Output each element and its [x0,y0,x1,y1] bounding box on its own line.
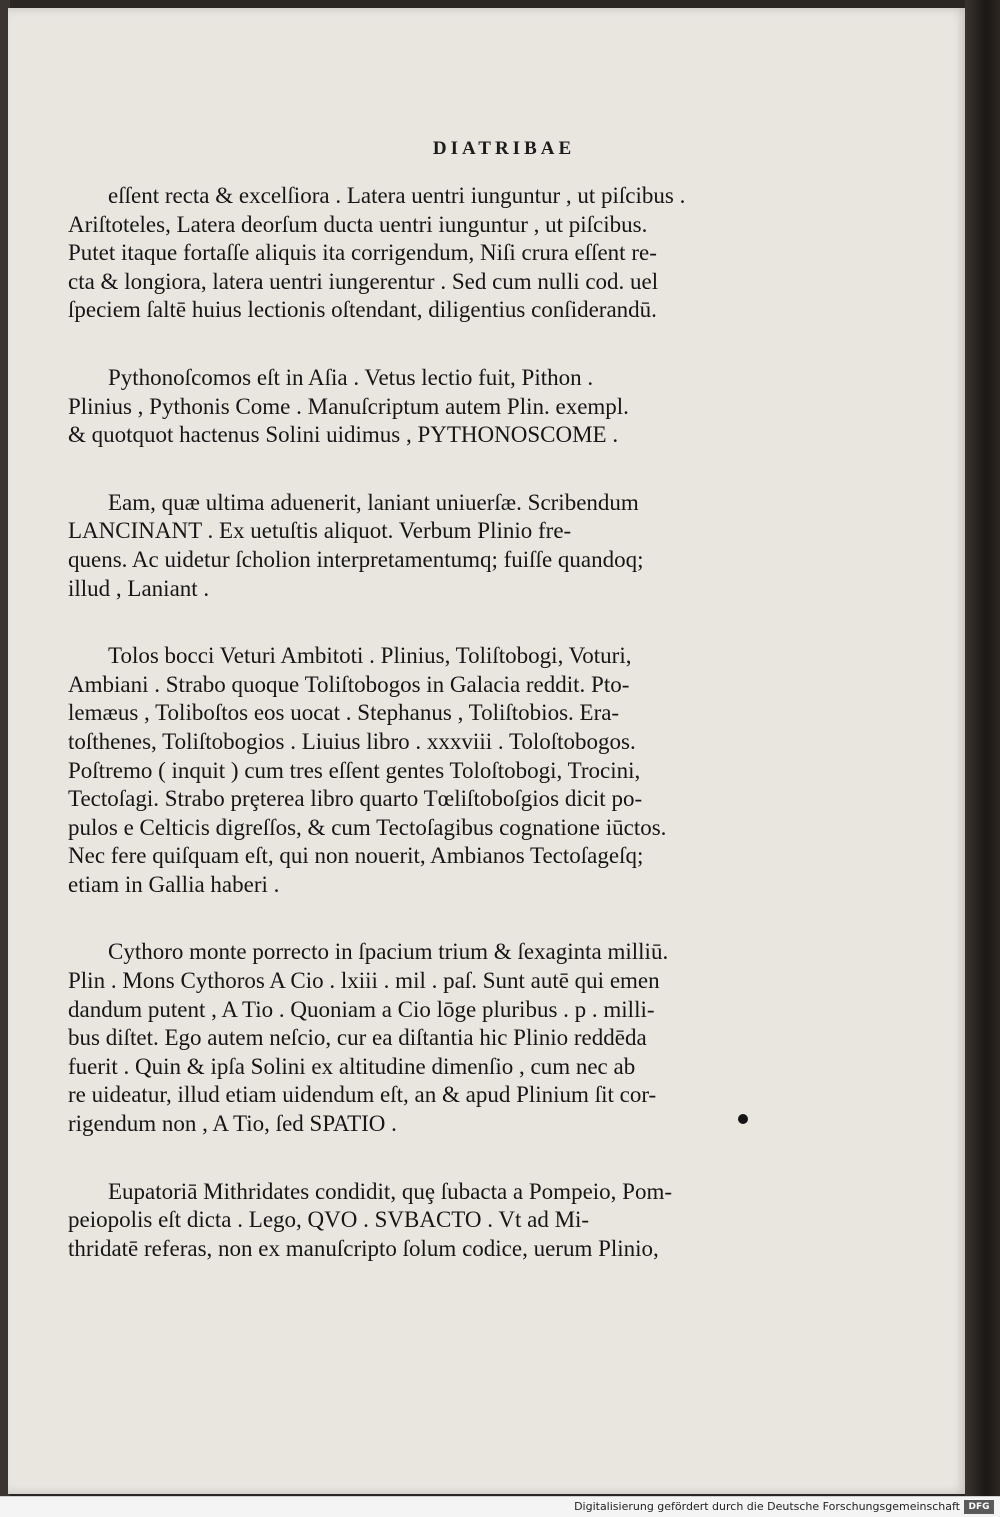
paragraph [68,364,718,450]
text-line: eſſent recta & excelſiora . Latera uentri iunguntur , ut piſcibus . [108,183,686,208]
text-line: Plinius , Pythonis Come . Manuſcriptum autem Plin. exempl. [68,393,629,419]
text-line: etiam in Gallia haberi . [68,871,280,897]
text-line: Cythoro monte porrecto in ſpacium trium & ſexaginta milliū. [108,939,669,965]
paragraph [68,938,718,1138]
paragraph [68,1178,718,1264]
text-line: peiopolis eſt dicta . Lego, QVO . SVBACTO . Vt ad Mi- [68,1207,590,1233]
running-title: DIATRIBAE [432,138,576,159]
text-line: Poſtremo ( inquit ) cum tres eſſent gentes Toloſtobogi, Trocini, [68,757,641,783]
text-line: Tolos bocci Veturi Ambitoti . Plinius, Toliſtobogi, Voturi, [108,643,632,669]
text-line: bus diſtet. Ego autem neſcio, cur ea diſtantia hic Plinio reddēda [68,1025,647,1051]
text-line: Putet itaque fortaſſe aliquis ita corrigendum, Niſi crura eſſent re- [68,240,657,266]
paragraph [68,642,718,899]
text-line: & quotquot hactenus Solini uidimus , PYTHONOSCOME . [68,422,619,448]
footer-bar [0,1496,1000,1517]
page-edge [965,0,1000,1496]
footer-credit: Digitalisierung gefördert durch die Deutsche Forschungsgemeinschaft [574,1500,960,1513]
text-line: illud , Laniant . [68,575,210,601]
text-line: Plin . Mons Cythoros A Cio . lxiii . mil . paſ. Sunt autē qui emen [68,968,660,994]
paragraph [68,182,718,325]
text-line: dandum putent , A Tio . Quoniam a Cio lōge pluribus . p . milli- [68,996,655,1022]
book-page [8,8,968,1494]
paragraph [68,489,718,603]
text-line: Tectoſagi. Strabo prȩterea libro quarto Tœliſtoboſgios dicit po- [68,786,643,812]
text-line: Eam, quæ ultima aduenerit, laniant uniuerſæ. Scribendum [108,489,639,515]
text-line: ſpeciem ſaltē huius lectionis oſtendant, diligentius conſiderandū. [68,297,657,323]
text-line: toſthenes, Toliſtobogios . Liuius libro . xxxviii . Toloſtobogos. [68,728,636,754]
text-line: Ariſtoteles, Latera deorſum ducta uentri iunguntur , ut piſcibus. [68,211,648,237]
text-line: fuerit . Quin & ipſa Solini ex altitudine dimenſio , cum nec ab [68,1053,636,1079]
text-line: LANCINANT . Ex uetuſtis aliquot. Verbum Plinio fre- [68,518,572,544]
text-line: Ambiani . Strabo quoque Toliſtobogos in Galacia reddit. Pto- [68,671,630,697]
text-line: rigendum non , A Tio, ſed SPATIO . [68,1111,397,1137]
text-line: re uideatur, illud etiam uidendum eſt, an & apud Plinium ſit cor- [68,1082,657,1108]
text-line: Nec fere quiſquam eſt, qui non nouerit, Ambianos Tectoſageſq; [68,843,644,869]
text-line: lemæus , Toliboſtos eos uocat . Stephanus , Toliſtobios. Era- [68,700,620,726]
text-line: Eupatoriā Mithridates condidit, quȩ ſubacta a Pompeio, Pom- [108,1178,673,1204]
ink-dot-mark [738,1114,748,1124]
text-line: thridatē referas, non ex manuſcripto ſolum codice, uerum Plinio, [68,1235,659,1261]
text-line: Pythonoſcomos eſt in Aſia . Vetus lectio fuit, Pithon . [108,364,594,390]
text-line: pulos e Celticis digreſſos, & cum Tectoſagibus cognatione iūctos. [68,814,667,840]
page-body-text [68,182,718,1302]
dfg-logo: DFG [964,1500,994,1514]
text-line: quens. Ac uidetur ſcholion interpretamentumq; fuiſſe quandoq; [68,546,644,572]
text-line: cta & longiora, latera uentri iungerentur . Sed cum nulli cod. uel [68,268,659,294]
